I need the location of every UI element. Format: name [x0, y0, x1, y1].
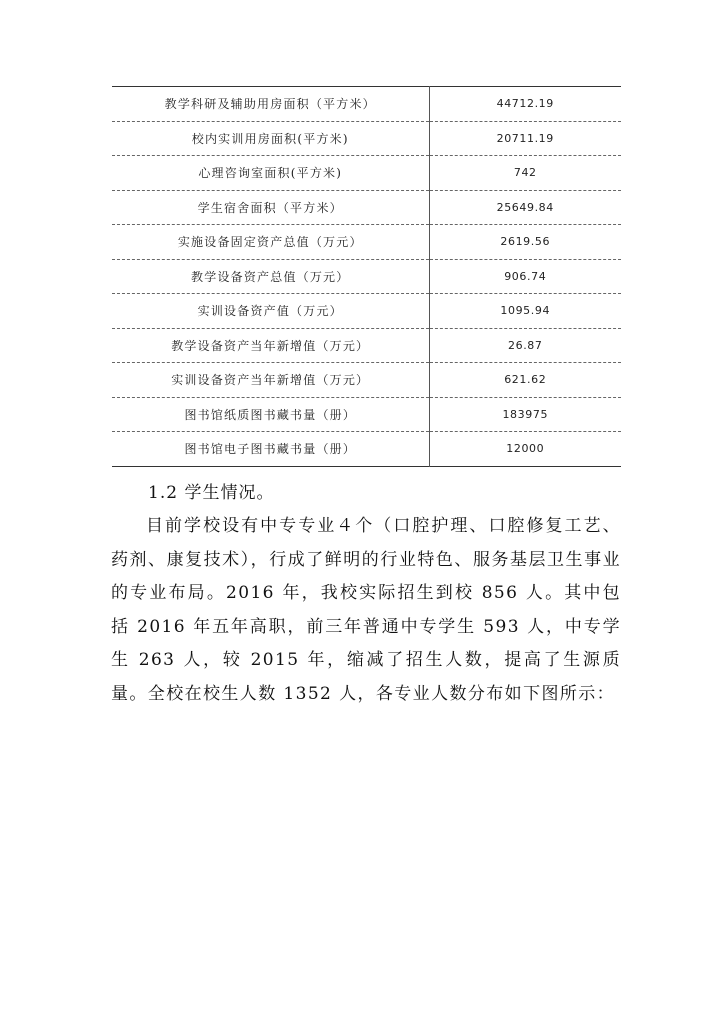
row-value: 183975 — [429, 397, 621, 432]
row-label: 教学科研及辅助用房面积（平方米） — [112, 87, 429, 122]
row-value: 742 — [429, 156, 621, 191]
section-heading: 1.2 学生情况。 — [148, 483, 275, 503]
table-row — [112, 259, 621, 294]
row-label: 图书馆纸质图书藏书量（册） — [112, 397, 429, 432]
section-paragraph: 目前学校设有中专专业４个（口腔护理、口腔修复工艺、药剂、康复技术），行成了鲜明的行业特色、服务基层卫生事业的专业布局。2016 年，我校实际招生到校 856 人。其中包括 2016 年五年高职，前三年普通中专学生 593 人，中专学生 263 人，较 2015 年，缩减了招生人数，提高了生源质量。全校在校生人数 1352 人，各专业人数分布如下图所示： — [111, 516, 621, 704]
row-value: 621.62 — [429, 363, 621, 398]
row-label: 心理咨询室面积(平方米) — [112, 156, 429, 191]
row-label: 实训设备资产当年新增值（万元） — [112, 363, 429, 398]
row-value: 2619.56 — [429, 225, 621, 260]
table-row — [112, 397, 621, 432]
row-value: 25649.84 — [429, 190, 621, 225]
table-row — [112, 156, 621, 191]
row-label: 学生宿舍面积（平方米） — [112, 190, 429, 225]
row-value: 44712.19 — [429, 87, 621, 122]
row-label: 图书馆电子图书藏书量（册） — [112, 432, 429, 467]
row-label: 实施设备固定资产总值（万元） — [112, 225, 429, 260]
table-row — [112, 87, 621, 122]
table-row — [112, 432, 621, 467]
table-row — [112, 190, 621, 225]
row-value: 12000 — [506, 442, 545, 456]
table-row — [112, 363, 621, 398]
table-row — [112, 121, 621, 156]
row-value: 20711.19 — [429, 121, 621, 156]
table-row — [112, 225, 621, 260]
row-label: 校内实训用房面积(平方米) — [112, 121, 429, 156]
row-label: 教学设备资产总值（万元） — [112, 259, 429, 294]
school-facilities-table — [112, 86, 621, 467]
row-label: 教学设备资产当年新增值（万元） — [112, 328, 429, 363]
table-row — [112, 328, 621, 363]
row-label: 实训设备资产值（万元） — [112, 294, 429, 329]
row-value: 906.74 — [429, 259, 621, 294]
row-value: 26.87 — [429, 328, 621, 363]
row-value: 1095.94 — [429, 294, 621, 329]
table-row — [112, 294, 621, 329]
